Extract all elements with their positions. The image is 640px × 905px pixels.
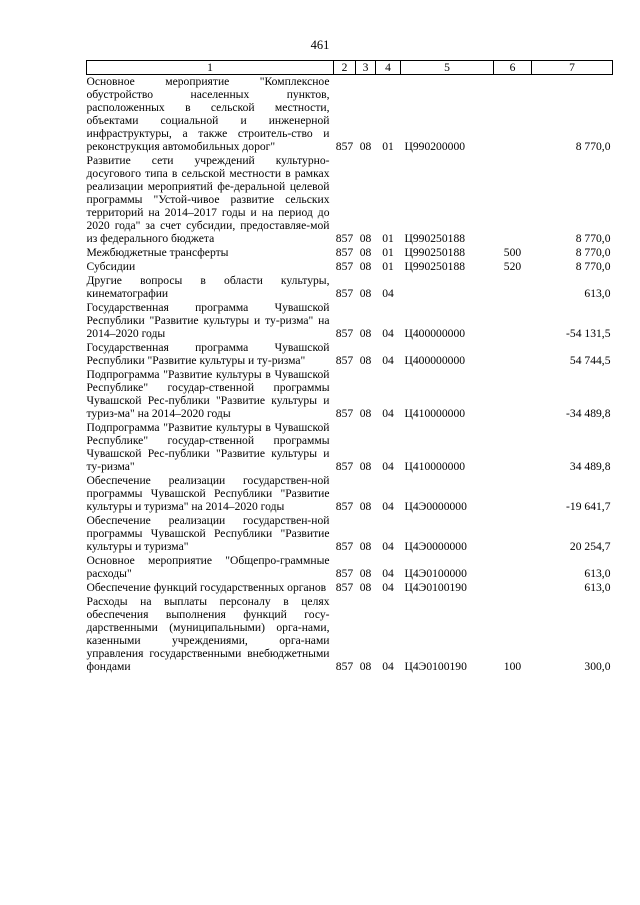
row-target-article xyxy=(401,274,494,301)
row-amount: 613,0 xyxy=(584,287,611,300)
table-row xyxy=(87,474,613,514)
row-expense-type xyxy=(494,554,532,581)
row-section-code: 08 xyxy=(359,500,372,513)
row-ministry-code: 857 xyxy=(335,354,354,367)
row-subsection-code: 01 xyxy=(382,260,394,273)
column-header: 6 xyxy=(494,61,532,75)
table-row xyxy=(87,301,613,341)
row-subsection-code: 04 xyxy=(382,581,394,594)
row-section-code: 08 xyxy=(359,232,372,245)
row-section-code: 08 xyxy=(359,460,372,473)
row-ministry-code: 857 xyxy=(335,327,354,340)
row-subsection-code: 04 xyxy=(382,567,394,580)
row-section-code: 08 xyxy=(359,581,372,594)
row-name: Государственная программа Чувашской Республики "Развитие культуры и ту-ризма" xyxy=(86,341,330,367)
table-row xyxy=(87,75,613,155)
row-expense-type: 500 xyxy=(503,246,522,259)
page-number: 461 xyxy=(310,38,330,52)
row-subsection-code: 04 xyxy=(382,540,394,553)
table-header-row xyxy=(87,61,613,75)
budget-table xyxy=(86,60,613,674)
row-name: Обеспечение реализации государствен-ной программы Чувашской Республики "Развитие культуры и туризма" xyxy=(86,514,330,553)
row-target-article: Ц410000000 xyxy=(404,407,466,420)
row-target-article: Ц410000000 xyxy=(404,460,466,473)
row-target-article: Ц4Э0100190 xyxy=(404,660,467,673)
row-target-article: Ц990250188 xyxy=(404,260,466,273)
row-name: Субсидии xyxy=(86,260,136,273)
row-name: Подпрограмма "Развитие культуры в Чувашской Республике" государ-ственной программы Чувашской Рес-публики "Развитие культуры и ту-ризма" xyxy=(86,421,330,473)
row-ministry-code: 857 xyxy=(335,246,354,259)
row-expense-type xyxy=(494,514,532,554)
row-section-code: 08 xyxy=(359,287,372,300)
row-ministry-code: 857 xyxy=(335,660,354,673)
row-section-code: 08 xyxy=(359,327,372,340)
row-name: Межбюджетные трансферты xyxy=(86,246,229,259)
row-name: Развитие сети учреждений культурно-досугового типа в сельской местности в рамках реализации мероприятий фе-деральной целевой программы "Устой-чивое развитие сельских территорий на 2014–2017 годы и на период до 2020 года" за счет субсидии, предоставляе-мой из федерального бюджета xyxy=(86,154,330,245)
row-subsection-code: 04 xyxy=(382,327,394,340)
row-name: Основное мероприятие "Общепро-граммные расходы" xyxy=(86,554,330,580)
row-expense-type xyxy=(494,75,532,155)
row-ministry-code: 857 xyxy=(335,567,354,580)
row-subsection-code: 04 xyxy=(382,660,394,673)
row-name: Подпрограмма "Развитие культуры в Чувашской Республике" государ-ственной программы Чувашской Рес-публики "Развитие культуры и туриз-ма" на 2014–2020 годы xyxy=(86,368,330,420)
row-subsection-code: 04 xyxy=(382,287,394,300)
column-header: 4 xyxy=(376,61,401,75)
row-ministry-code: 857 xyxy=(335,140,354,153)
table-row xyxy=(87,514,613,554)
row-amount: 8 770,0 xyxy=(575,246,611,259)
row-amount: 8 770,0 xyxy=(575,260,611,273)
table-row xyxy=(87,274,613,301)
column-header: 2 xyxy=(334,61,356,75)
row-amount: 613,0 xyxy=(584,581,611,594)
table-row xyxy=(87,595,613,674)
row-expense-type: 100 xyxy=(503,660,522,673)
row-section-code: 08 xyxy=(359,540,372,553)
row-expense-type xyxy=(494,368,532,421)
column-header: 5 xyxy=(401,61,494,75)
row-ministry-code: 857 xyxy=(335,407,354,420)
row-amount: 34 489,8 xyxy=(569,460,611,473)
row-amount: 54 744,5 xyxy=(569,354,611,367)
row-expense-type xyxy=(494,301,532,341)
row-name: Обеспечение реализации государствен-ной программы Чувашской Республики "Развитие культуры и туризма" на 2014–2020 годы xyxy=(86,474,330,513)
row-section-code: 08 xyxy=(359,354,372,367)
row-target-article: Ц400000000 xyxy=(404,354,466,367)
row-ministry-code: 857 xyxy=(335,581,354,594)
table-row xyxy=(87,260,613,274)
row-target-article: Ц990250188 xyxy=(404,232,466,245)
row-subsection-code: 04 xyxy=(382,354,394,367)
column-header: 7 xyxy=(532,61,613,75)
row-ministry-code: 857 xyxy=(335,500,354,513)
row-expense-type xyxy=(494,474,532,514)
table-row xyxy=(87,554,613,581)
row-amount: 20 254,7 xyxy=(569,540,611,553)
row-section-code: 08 xyxy=(359,246,372,259)
row-subsection-code: 04 xyxy=(382,460,394,473)
row-name: Расходы на выплаты персоналу в целях обеспечения выполнения функций госу-дарственными (муниципальными) орга-нами, казенными учреждениями, орга-нами управления государственными внебюджетными фондами xyxy=(86,595,330,673)
row-amount: 8 770,0 xyxy=(575,232,611,245)
row-section-code: 08 xyxy=(359,660,372,673)
row-name: Другие вопросы в области культуры, кинематографии xyxy=(86,274,330,300)
row-amount: 613,0 xyxy=(584,567,611,580)
table-row xyxy=(87,246,613,260)
table-row xyxy=(87,154,613,246)
row-subsection-code: 01 xyxy=(382,232,394,245)
row-expense-type xyxy=(494,341,532,368)
row-amount: 8 770,0 xyxy=(575,140,611,153)
row-target-article: Ц990200000 xyxy=(404,140,466,153)
row-amount: -54 131,5 xyxy=(566,327,611,340)
row-ministry-code: 857 xyxy=(335,232,354,245)
row-name: Обеспечение функций государственных органов xyxy=(86,581,327,594)
row-expense-type xyxy=(494,581,532,595)
row-name: Государственная программа Чувашской Республики "Развитие культуры и ту-ризма" на 2014–2020 годы xyxy=(86,301,330,340)
table-row xyxy=(87,581,613,595)
row-target-article: Ц4Э0100190 xyxy=(404,581,467,594)
row-subsection-code: 01 xyxy=(382,140,394,153)
row-section-code: 08 xyxy=(359,407,372,420)
row-ministry-code: 857 xyxy=(335,287,354,300)
row-target-article: Ц400000000 xyxy=(404,327,466,340)
row-expense-type xyxy=(494,274,532,301)
row-subsection-code: 04 xyxy=(382,407,394,420)
row-expense-type xyxy=(494,421,532,474)
row-amount: -34 489,8 xyxy=(566,407,611,420)
row-subsection-code: 01 xyxy=(382,246,394,259)
row-section-code: 08 xyxy=(359,567,372,580)
row-expense-type xyxy=(494,154,532,246)
row-ministry-code: 857 xyxy=(335,540,354,553)
table-row xyxy=(87,341,613,368)
table-row xyxy=(87,368,613,421)
row-amount: 300,0 xyxy=(584,660,611,673)
column-header: 1 xyxy=(87,61,334,75)
row-section-code: 08 xyxy=(359,140,372,153)
row-target-article: Ц990250188 xyxy=(404,246,466,259)
row-target-article: Ц4Э0000000 xyxy=(404,540,467,553)
row-name: Основное мероприятие "Комплексное обустройство населенных пунктов, расположенных в сельской местности, объектами социальной и инженерной инфраструктуры, а также строитель-ство и реконструкция автомобильных дорог" xyxy=(86,75,330,153)
row-target-article: Ц4Э0000000 xyxy=(404,500,467,513)
row-expense-type: 520 xyxy=(503,260,522,273)
row-amount: -19 641,7 xyxy=(566,500,611,513)
row-target-article: Ц4Э0100000 xyxy=(404,567,467,580)
column-header: 3 xyxy=(356,61,376,75)
row-ministry-code: 857 xyxy=(335,460,354,473)
table-row xyxy=(87,421,613,474)
row-subsection-code: 04 xyxy=(382,500,394,513)
row-section-code: 08 xyxy=(359,260,372,273)
row-ministry-code: 857 xyxy=(335,260,354,273)
